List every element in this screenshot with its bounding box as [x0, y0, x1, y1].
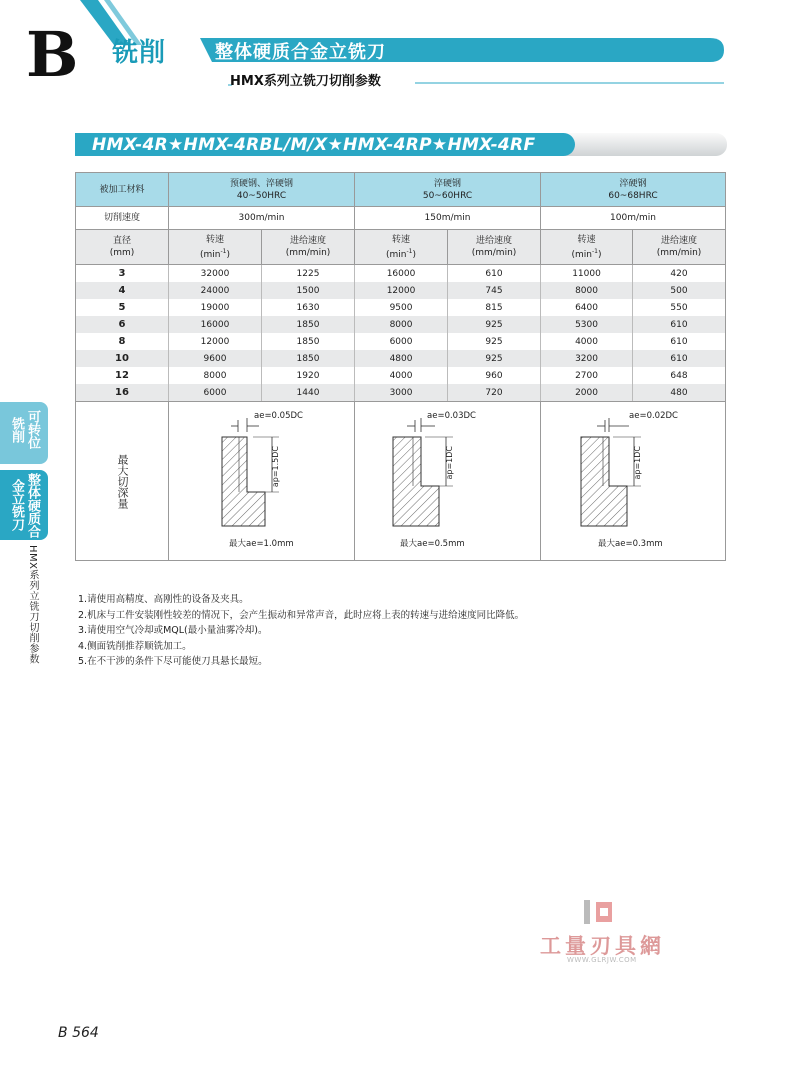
depth-label: 最大切深量 [116, 453, 129, 509]
rpm-cell: 8000 [541, 282, 633, 299]
depth-diagram-1 [169, 402, 355, 560]
rpm-header: 转速 $(\min^{-1})$ [541, 230, 633, 265]
notes-list [78, 592, 524, 670]
diameter-cell: 8 [76, 333, 169, 350]
ae-label: ae=0.02DC [629, 411, 678, 421]
category-title: 铣削 [112, 38, 167, 68]
note-item: 5.在不干涉的条件下尽可能使刀具悬长最短。 [78, 656, 268, 667]
rpm-cell: 3200 [541, 350, 633, 367]
table-row [76, 333, 726, 350]
depth-diagram-cell [169, 402, 355, 561]
feed-cell: 925 [448, 350, 541, 367]
max-ae-label: 最大ae=0.3mm [598, 539, 663, 549]
rpm-cell: 12000 [355, 282, 448, 299]
depth-label-cell [76, 402, 169, 561]
tab2-text-a: 整体硬质合 [25, 473, 40, 538]
rpm-cell: 9500 [355, 299, 448, 316]
rpm-cell: 9600 [169, 350, 262, 367]
feed-header: 进给速度 (mm/min) [262, 230, 355, 265]
note-item: 2.机床与工件安装刚性较差的情况下，会产生振动和异常声音，此时应将上表的转速与进给速度同比降低。 [78, 609, 525, 621]
rpm-cell: 6000 [169, 384, 262, 402]
feed-cell: 610 [448, 265, 541, 283]
table-row [76, 316, 726, 333]
table-row [76, 265, 726, 283]
rpm-cell: 12000 [169, 333, 262, 350]
speed-cell: 100m/min [541, 207, 726, 230]
feed-cell: 1920 [262, 367, 355, 384]
ap-label: ap=1DC [633, 446, 643, 480]
watermark-name: 工量刃具網 [540, 934, 665, 958]
rpm-cell: 32000 [169, 265, 262, 283]
side-tab-solid-carbide-endmill[interactable] [0, 470, 48, 540]
rpm-cell: 4000 [355, 367, 448, 384]
page-title: 整体硬质合金立铣刀 [215, 42, 386, 63]
feed-cell: 610 [633, 333, 726, 350]
ae-label: ae=0.05DC [254, 411, 303, 421]
diameter-cell: 4 [76, 282, 169, 299]
diameter-cell: 6 [76, 316, 169, 333]
diameter-header: 直径 (mm) [76, 230, 169, 265]
rpm-cell: 6000 [355, 333, 448, 350]
depth-diagram-3 [541, 402, 727, 560]
feed-cell: 925 [448, 316, 541, 333]
feed-cell: 610 [633, 350, 726, 367]
feed-cell: 960 [448, 367, 541, 384]
diameter-cell: 3 [76, 265, 169, 283]
table-row [76, 367, 726, 384]
feed-cell: 1440 [262, 384, 355, 402]
note-item: 4.侧面铣削推荐顺铣加工。 [78, 640, 192, 652]
watermark-logo-icon [582, 898, 622, 928]
speed-label: 切削速度 [76, 207, 169, 230]
cutting-parameters-table [75, 172, 726, 561]
feed-cell: 925 [448, 333, 541, 350]
rpm-cell: 16000 [169, 316, 262, 333]
material-cell: 淬硬钢 60~68HRC [541, 173, 726, 207]
feed-header: 进给速度 (mm/min) [448, 230, 541, 265]
max-ae-label: 最大ae=1.0mm [229, 539, 294, 549]
feed-cell: 500 [633, 282, 726, 299]
max-ae-label: 最大ae=0.5mm [400, 539, 465, 549]
speed-cell: 300m/min [169, 207, 355, 230]
ap-label: ap=1DC [445, 446, 455, 480]
table-row [76, 350, 726, 367]
section-letter: B [26, 18, 79, 91]
rpm-cell: 2000 [541, 384, 633, 402]
table-row [76, 282, 726, 299]
feed-cell: 1850 [262, 333, 355, 350]
ae-label: ae=0.03DC [427, 411, 476, 421]
rpm-cell: 4000 [541, 333, 633, 350]
rpm-cell: 3000 [355, 384, 448, 402]
note-item: 1.请使用高精度、高刚性的设备及夹具。 [78, 594, 249, 605]
depth-diagram-cell [541, 402, 726, 561]
table-row [76, 384, 726, 402]
diameter-cell: 12 [76, 367, 169, 384]
side-section-label: HMX系列立铣刀切削参数 [27, 545, 38, 664]
feed-cell: 745 [448, 282, 541, 299]
rpm-cell: 24000 [169, 282, 262, 299]
feed-cell: 720 [448, 384, 541, 402]
depth-diagram-cell [355, 402, 541, 561]
feed-cell: 550 [633, 299, 726, 316]
rpm-cell: 5300 [541, 316, 633, 333]
rpm-header: 转速 $(\min^{-1})$ [355, 230, 448, 265]
feed-cell: 1500 [262, 282, 355, 299]
page-subtitle: HMX系列立铣刀切削参数 [230, 74, 381, 89]
page-number: B 564 [58, 1025, 99, 1041]
material-cell: 预硬钢、淬硬钢 40~50HRC [169, 173, 355, 207]
material-label: 被加工材料 [76, 173, 169, 207]
ap-label: ap=1.5DC [271, 446, 280, 488]
rpm-cell: 8000 [355, 316, 448, 333]
table-row [76, 299, 726, 316]
feed-header: 进给速度 (mm/min) [633, 230, 726, 265]
feed-cell: 420 [633, 265, 726, 283]
speed-cell: 150m/min [355, 207, 541, 230]
depth-diagram-2 [355, 402, 541, 560]
rpm-cell: 6400 [541, 299, 633, 316]
tab1-text-b: 铣削 [9, 417, 24, 443]
tab2-text-b: 金立铣刀 [9, 479, 24, 531]
feed-cell: 648 [633, 367, 726, 384]
rpm-cell: 8000 [169, 367, 262, 384]
tab1-text-a: 可转位 [25, 410, 40, 449]
feed-cell: 1850 [262, 350, 355, 367]
material-cell: 淬硬钢 50~60HRC [355, 173, 541, 207]
feed-cell: 480 [633, 384, 726, 402]
rpm-cell: 19000 [169, 299, 262, 316]
feed-cell: 815 [448, 299, 541, 316]
feed-cell: 1850 [262, 316, 355, 333]
feed-cell: 1225 [262, 265, 355, 283]
rpm-cell: 2700 [541, 367, 633, 384]
series-title: HMX-4R★HMX-4RBL/M/X★HMX-4RP★HMX-4RF [92, 135, 536, 155]
diameter-cell: 5 [76, 299, 169, 316]
side-tab-indexable-milling[interactable] [0, 402, 48, 464]
rpm-cell: 16000 [355, 265, 448, 283]
feed-cell: 1630 [262, 299, 355, 316]
diameter-cell: 16 [76, 384, 169, 402]
watermark-url: WWW.GLRJW.COM [567, 956, 637, 964]
feed-cell: 610 [633, 316, 726, 333]
note-item: 3.请使用空气冷却或MQL(最小量油雾冷却)。 [78, 625, 268, 636]
rpm-cell: 11000 [541, 265, 633, 283]
diameter-cell: 10 [76, 350, 169, 367]
rpm-header: 转速 $(\min^{-1})$ [169, 230, 262, 265]
rpm-cell: 4800 [355, 350, 448, 367]
